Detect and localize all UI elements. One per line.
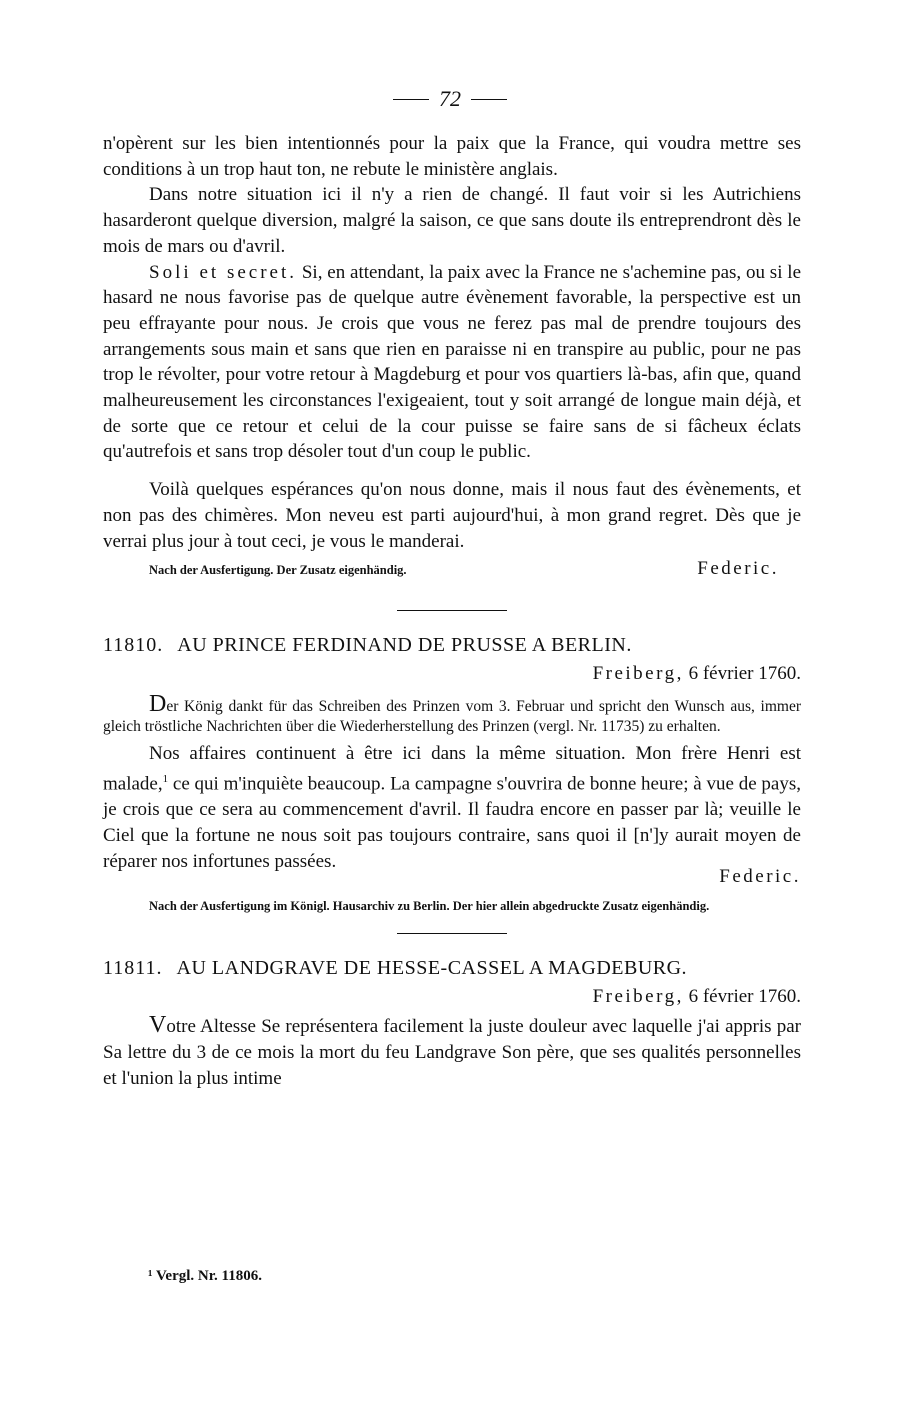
section-divider <box>397 610 507 611</box>
letter-place: Freiberg, <box>592 662 684 684</box>
letter-place-date <box>103 661 801 687</box>
paragraph-postscript: Voilà quelques espérances qu'on nous donne, mais il nous faut des évènements, et non pas des chimères. Mon neveu est parti aujourd'hui, à mon grand regret. Dès que je verrai plus jour à tout ceci, je vous le manderai. <box>103 479 801 552</box>
letter-body-part1: Nos affaires continuent à être ici dans la même situation. Mon frère Henri est malade, <box>103 743 801 795</box>
section-divider <box>397 933 507 934</box>
letter-place-date <box>103 984 801 1010</box>
page-body <box>103 131 801 1091</box>
letter-body-part2: ce qui m'inquiète beaucoup. La campagne s'ouvrira de bonne heure; à vue de pays, je crois que ce sera au commencement d'avril. Il faudra encore en passer par là; veuille le Ciel que la fortune ne nous soit pas toujours contraire, sans quoi il [n']y aurait moyen de réparer nos infortunes passées. <box>103 773 801 872</box>
paragraph-soli-et-secret <box>103 260 801 466</box>
letter-heading <box>103 633 801 659</box>
signature: Federic. <box>697 558 779 580</box>
header-dash-right <box>471 99 507 100</box>
summary-text: er König dankt für das Schreiben des Prinzen vom 3. Februar und spricht den Wunsch aus, immer gleich tröstliche Nachrichten über die Wiederherstellung des Prinzen (vergl. Nr. 11735) zu erhalten. <box>103 698 801 736</box>
footnote-marker: 1 <box>162 773 169 786</box>
letter-body <box>103 741 801 874</box>
source-note: Nach der Ausfertigung. Der Zusatz eigenhändig. <box>149 563 407 578</box>
footnote: ¹ Vergl. Nr. 11806. <box>148 1268 262 1284</box>
letter-body <box>103 1013 801 1091</box>
letter-title: AU LANDGRAVE DE HESSE-CASSEL A MAGDEBURG. <box>176 956 688 979</box>
header-dash-left <box>393 99 429 100</box>
body-initial: V <box>149 1012 167 1039</box>
letter-number: 11811. <box>103 956 163 979</box>
letter-heading <box>103 956 801 982</box>
paragraph-situation: Dans notre situation ici il n'y a rien de changé. Il faut voir si les Autrichiens hasarderont quelque diversion, malgré la saison, ce que sans doute ils entreprendront dès le mois de mars ou d'avril. <box>103 184 801 257</box>
page-number: 72 <box>439 86 461 111</box>
letter-date: 6 février 1760. <box>688 985 801 1007</box>
soli-et-secret-text: Si, en attendant, la paix avec la France ne s'achemine pas, ou si le hasard ne nous favorise pas de quelque autre évènement favorable, la perspective est un peu effrayante pour nous. Je crois que vous ne ferez pas mal de prendre toujours des arrangements sous main et sans que rien en paraisse ni en transpire au public, pour ne pas trop le révolter, pour votre retour à Magdeburg et pour vos quartiers là-bas, afin que, quand malheureusement les circonstances l'exigeaient, tout y soit arrangé de longue main déjà, et de sorte que ce retour et celui de la cour puisse se faire sans de si fâcheux éclats qu'autrefois et sans trop désoler tout d'un coup le public. <box>103 261 802 463</box>
paragraph-continuation: n'opèrent sur les bien intentionnés pour la paix que la France, qui voudra mettre ses conditions à un trop haut ton, ne rebute le ministère anglais. <box>103 133 801 180</box>
letter-body-text: otre Altesse Se représentera facilement la juste douleur avec laquelle j'ai appris par Sa lettre du 3 de ce mois la mort du feu Landgrave Son père, que ses qualités personnelles et l'union la plus intime <box>103 1016 801 1089</box>
source-note: Nach der Ausfertigung im Königl. Hausarchiv zu Berlin. Der hier allein abgedruckte Zusatz eigenhändig. <box>149 898 710 913</box>
page-header <box>0 86 900 112</box>
letter-title: AU PRINCE FERDINAND DE PRUSSE A BERLIN. <box>177 633 632 656</box>
signature: Federic. <box>719 866 801 888</box>
paragraph-gap <box>103 465 801 477</box>
letter-summary <box>103 691 801 737</box>
letter-date: 6 février 1760. <box>688 662 801 684</box>
soli-et-secret-label: Soli et secret. <box>149 261 298 283</box>
summary-initial: D <box>149 691 167 718</box>
letter-number: 11810. <box>103 633 164 656</box>
source-and-signature-row <box>103 556 801 582</box>
letter-place: Freiberg, <box>592 985 684 1007</box>
